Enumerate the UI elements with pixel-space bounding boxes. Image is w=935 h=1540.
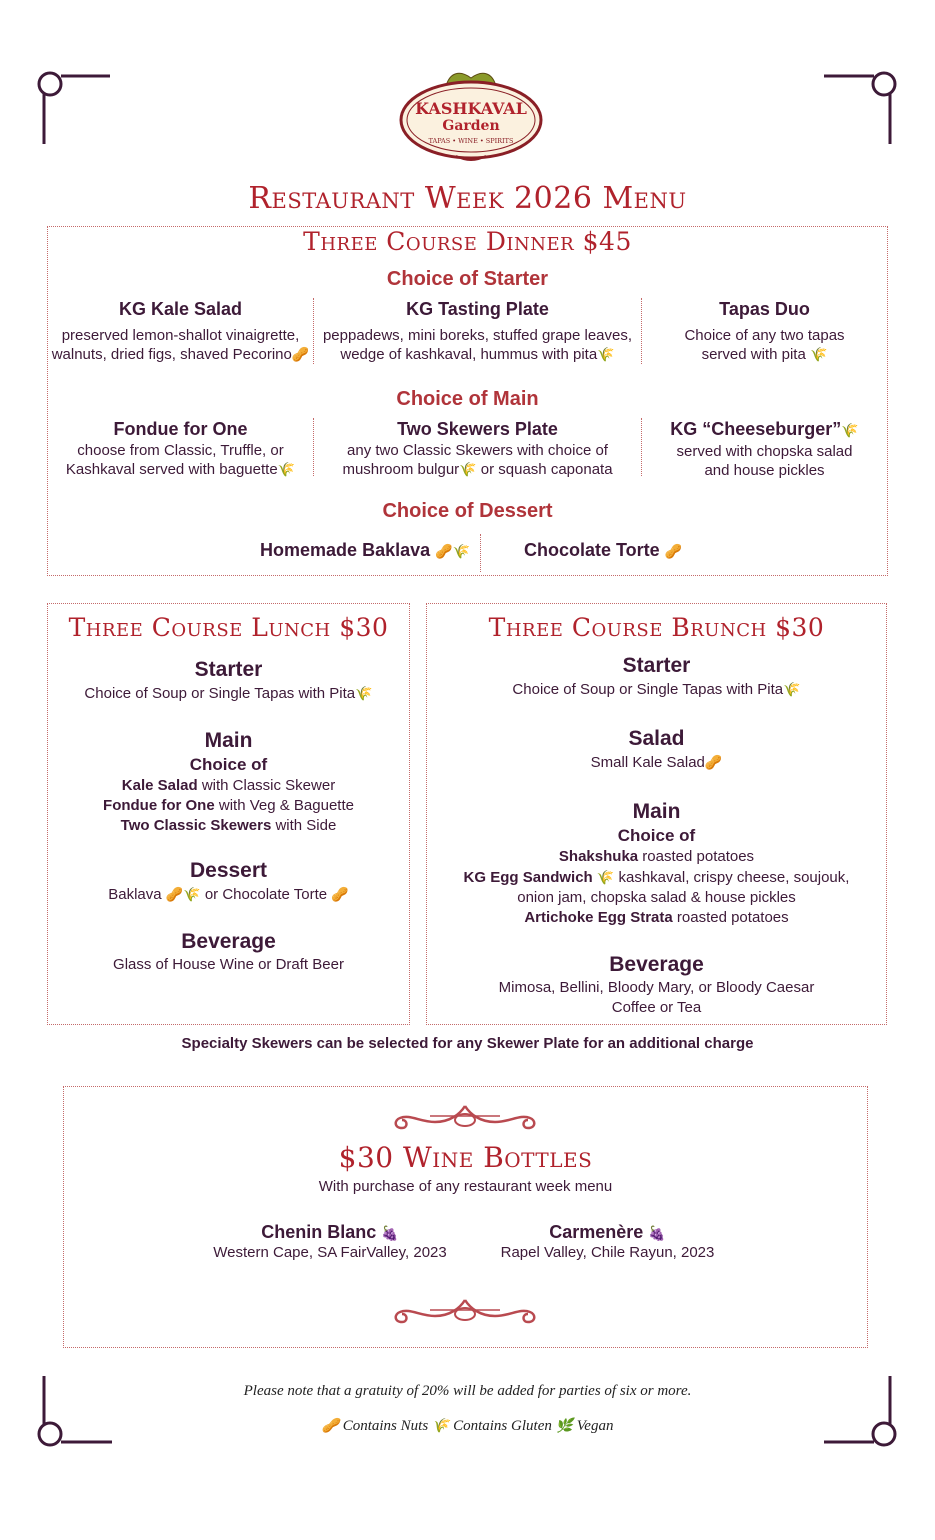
corner-ornament-top-left [36,68,116,148]
starter-tasting-plate [314,297,641,364]
item-desc: choose from Classic, Truffle, or [77,442,284,459]
legend-label: Contains Nuts [342,1418,429,1434]
wine-chenin-blanc [190,1222,470,1263]
brunch-main-sub: Choice of [617,826,696,845]
gluten-icon: 🌾 [355,685,373,701]
grape-icon: 🍇 [381,1225,399,1241]
gluten-icon: 🌾 [783,681,801,697]
wine-desc: Western Cape, SA FairValley, 2023 [213,1244,447,1261]
nuts-gluten-icon: 🥜🌾 [165,886,201,902]
item-name: KG Kale Salad [118,299,243,319]
grape-icon: 🍇 [648,1225,666,1241]
lunch-starter-desc: Choice of Soup or Single Tapas with Pita [84,685,356,702]
dinner-main-heading: Choice of Main [396,388,539,410]
item-desc: roasted potatoes [638,848,755,865]
brunch-salad-desc: Small Kale Salad [590,754,705,771]
item-name: Shakshuka [558,848,639,865]
item-desc: Baklava [108,886,166,903]
item-desc: with Veg & Baguette [214,797,354,814]
lunch-content [47,657,410,975]
starter-kale-salad [48,297,313,364]
wine-name: Chenin Blanc [261,1222,382,1242]
dessert-baklava [200,540,470,561]
lunch-beverage-desc: Glass of House Wine or Draft Beer [113,956,344,973]
gluten-icon: 🌾 [597,346,615,362]
lunch-main-heading: Main [204,729,253,752]
brunch-beverage-desc: Mimosa, Bellini, Bloody Mary, or Bloody Caesar [498,979,815,996]
dinner-dessert-heading: Choice of Dessert [382,500,553,522]
item-desc: with Side [271,817,337,834]
brunch-beverage-desc: Coffee or Tea [611,999,702,1016]
item-desc: wedge of kashkaval, hummus with pita [340,346,598,363]
dinner-title: Three Course Dinner $45 [303,227,632,256]
nuts-gluten-icon: 🥜🌾 [435,543,470,559]
gluten-icon: 🌾 [809,346,828,362]
item-name: KG “Cheeseburger” [670,419,842,439]
item-desc: any two Classic Skewers with choice of [347,442,608,459]
item-desc: roasted potatoes [672,909,789,926]
item-desc: or squash caponata [476,461,613,478]
gluten-icon: 🌾 [596,869,615,885]
item-desc: with Classic Skewer [197,777,336,794]
brunch-salad-heading: Salad [628,727,685,750]
gluten-icon: 🌾 [431,1419,450,1434]
brunch-beverage-heading: Beverage [609,953,704,976]
item-desc: and house pickles [704,462,825,479]
logo-line1: KASHKAVAL [415,99,527,118]
lunch-starter-heading: Starter [194,658,263,681]
gluten-icon: 🌾 [459,461,477,477]
item-name: Two Skewers Plate [397,419,558,439]
brunch-starter-desc: Choice of Soup or Single Tapas with Pita [512,681,784,698]
nuts-icon: 🥜 [291,346,310,362]
lunch-title: Three Course Lunch $30 [68,613,389,642]
item-desc: or Chocolate Torte [200,886,332,903]
nuts-icon: 🥜 [321,1419,339,1434]
vegan-icon: 🌿 [555,1419,574,1434]
item-name: KG Egg Sandwich [463,869,597,886]
legend-label: Contains Gluten [453,1418,552,1434]
brunch-main-heading: Main [632,800,681,823]
item-desc: peppadews, mini boreks, stuffed grape leaves, [322,327,633,344]
item-name: KG Tasting Plate [406,299,549,319]
logo-line3: TAPAS • WINE • SPIRITS [428,137,514,145]
main-cheeseburger [642,417,887,480]
dinner-starter-heading: Choice of Starter [386,268,549,290]
item-name: Fondue for One [113,419,248,439]
nuts-icon: 🥜 [664,543,683,559]
item-name: Chocolate Torte [524,540,665,560]
flourish-top [390,1100,540,1136]
item-name: Tapas Duo [719,299,810,319]
item-desc: Choice of any two tapas [684,327,845,344]
item-desc: onion jam, chopska salad & house pickles [517,889,796,906]
wine-title: $30 Wine Bottles [338,1141,593,1174]
lunch-beverage-heading: Beverage [181,930,276,953]
main-fondue [48,417,313,479]
gluten-icon: 🌾 [277,461,296,477]
page-title: Restaurant Week 2026 Menu [248,181,687,216]
skewer-note: Specialty Skewers can be selected for any Skewer Plate for an additional charge [181,1035,754,1052]
item-desc: preserved lemon-shallot vinaigrette, [61,327,300,344]
item-name: Kale Salad [121,777,198,794]
item-name: Two Classic Skewers [120,817,272,834]
wine-subtitle: With purchase of any restaurant week menu [318,1178,613,1195]
gluten-icon: 🌾 [841,422,859,438]
restaurant-logo [398,64,544,164]
main-two-skewers [314,417,641,479]
divider [480,534,481,572]
wine-carmenere [470,1222,745,1263]
lunch-main-sub: Choice of [189,755,268,774]
item-desc: served with chopska salad [676,443,853,460]
legend-label: Vegan [576,1418,614,1434]
item-name: Fondue for One [103,797,215,814]
logo-line2: Garden [442,118,500,134]
item-name: Homemade Baklava [260,540,436,560]
item-desc: served with pita [701,346,810,363]
brunch-title: Three Course Brunch $30 [488,613,825,642]
item-desc: Kashkaval served with baguette [65,461,278,478]
nuts-icon: 🥜 [331,886,349,902]
lunch-dessert-heading: Dessert [189,859,268,882]
allergen-legend [0,1415,935,1438]
wine-desc: Rapel Valley, Chile Rayun, 2023 [500,1244,715,1261]
wine-name: Carmenère [549,1222,649,1242]
nuts-icon: 🥜 [704,754,723,770]
item-desc: walnuts, dried figs, shaved Pecorino [51,346,292,363]
item-desc: mushroom bulgur [342,461,460,478]
dessert-chocolate-torte [524,540,784,561]
brunch-content [426,653,887,1018]
item-desc: kashkaval, crispy cheese, soujouk, [614,869,850,886]
brunch-starter-heading: Starter [622,654,691,677]
item-name: Artichoke Egg Strata [524,909,673,926]
starter-tapas-duo [642,297,887,364]
flourish-bottom [390,1294,540,1330]
corner-ornament-top-right [820,68,900,148]
gratuity-note: Please note that a gratuity of 20% will be added for parties of six or more. [243,1383,692,1399]
